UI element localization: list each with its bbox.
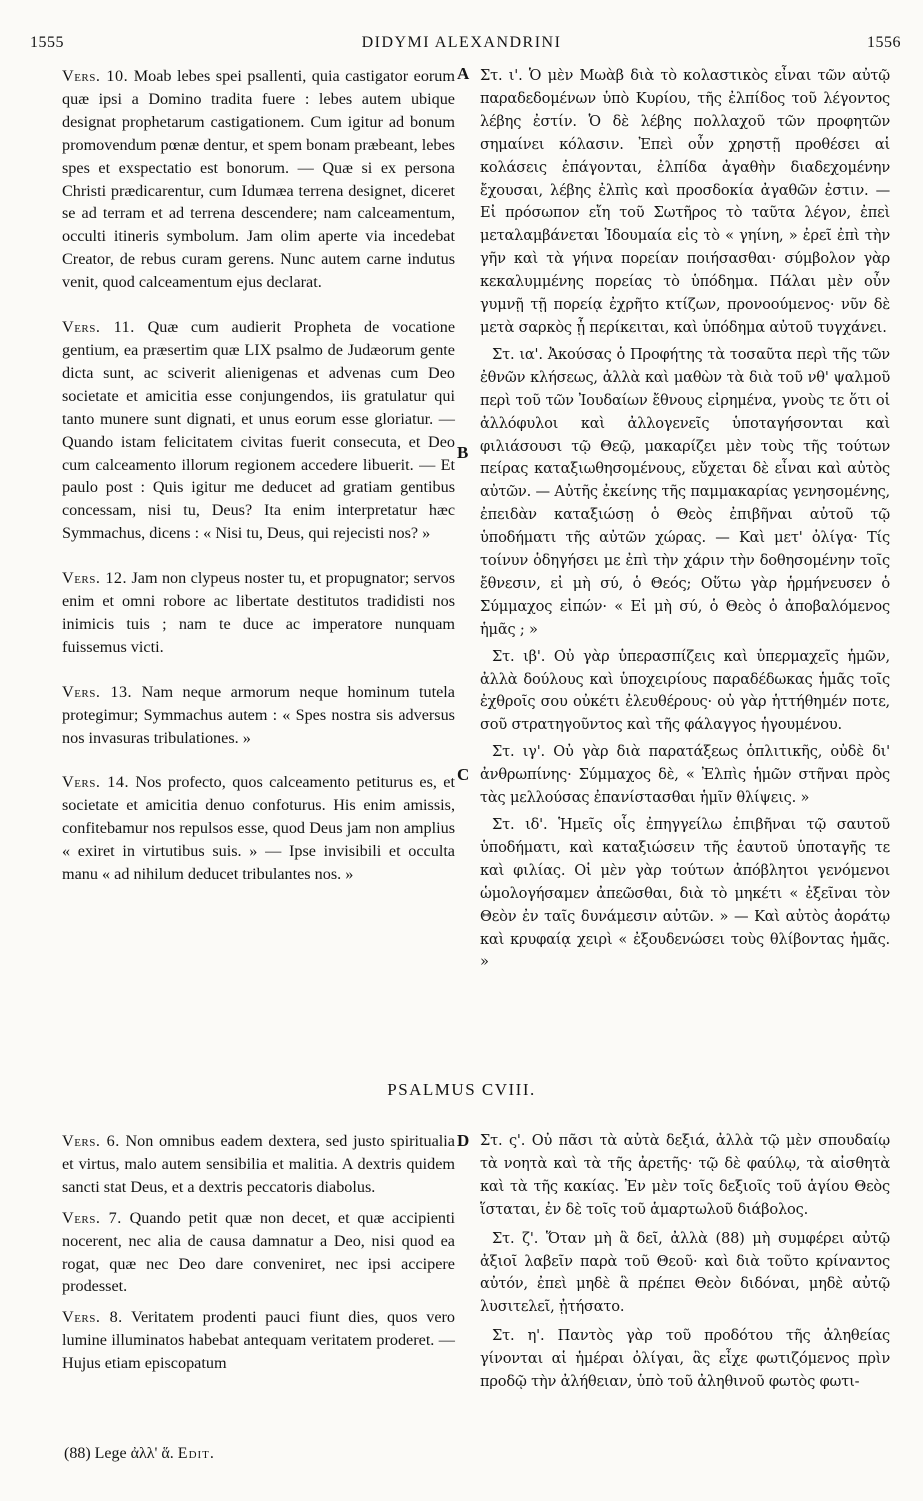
verse-text: Quæ cum audierit Propheta de vocatione gentium, ea præsertim quæ LIX psalmo de Judæorum gente dicta sunt, ac sciverit alienigenas et advenas cum Deo societate et amicitia esse conjungendos, iis gratulatur qui tanto munere sunt dignati, et unus eorum esse gloriatur. — Quando istam felicitatem civitas fuerit consecuta, et Deo cum calceamento illorum regionem accedere libuerit. — Et paulo post : Quis igitur me deducet ad gratiam gentibus concessam, nisi tu, Deus? Ita enim interpretatur hæc Symmachus, dicens : « Nisi tu, Deus, qui rejecisti nos? » (62, 318, 456, 543)
greek-verse-12 (480, 646, 890, 738)
footnote (64, 1445, 215, 1463)
verse-label: Στ. ιδ'. (492, 816, 548, 833)
verse-label: Στ. η'. (492, 1327, 545, 1345)
verse-label: Vers. 10. (62, 67, 129, 85)
footnote-text: (88) Lege ἀλλ' ἅ. (64, 1445, 174, 1462)
section-marker-c: C (457, 765, 470, 784)
verse-label: Vers. 7. (62, 1208, 122, 1227)
verse-label: Στ. ζ'. (492, 1229, 539, 1247)
latin-verse-7 (62, 1207, 455, 1299)
verse-text: Non omnibus eadem dextera, sed justo spiritualia et virtus, malo autem sensibilia et malitia. A dextris quidem sancti stat Deus, et a dextris peccatoris diabolus. (62, 1132, 455, 1196)
page-number-left: 1555 (30, 34, 64, 51)
greek-verse-7 (480, 1228, 890, 1320)
verse-text: Quando petit quæ non decet, et quæ accipienti nocerent, nec alia de causa damnatur a Deo, nisi quod ea rogat, quæ nec Deo dare conveniret, nec ipsi accipere prodesset. (62, 1208, 456, 1296)
verse-text: Οὐ γὰρ ὑπερασπίζεις καὶ ὑπερμαχεῖς ἡμῶν, ἀλλὰ δούλους καὶ ὑποχειρίους παραδέδωκας ἡμᾶς τοῖς ἐχθροῖς σου οὐκέτι ἐλευθέρους· οὐ γὰρ ἡττήθημέν ποτε, σοῦ στρατηγοῦντος καὶ τῆς φάλαγγος ἡγουμένου. (480, 647, 890, 734)
section-marker-a: A (457, 64, 470, 83)
verse-label: Στ. ια'. (492, 345, 543, 363)
verse-text: Οὐ πᾶσι τὰ αὐτὰ δεξιά, ἀλλὰ τῷ μὲν σπουδαίῳ τὰ νοητὰ καὶ τὰ τῆς ἀρετῆς· τῷ δὲ φαύλῳ, τὰ αἰσθητὰ καὶ τὰ τῆς κακίας. Ἐν μὲν τοῖς δεξιοῖς τοῦ ἁγίου Θεὸς ἵσταται, ἐν δὲ τοῖς τοῦ ἁμαρτωλοῦ διάβολος. (480, 1132, 890, 1218)
latin-verse-12 (62, 567, 455, 659)
verse-label: Στ. ιβ'. (492, 647, 546, 665)
verse-text: Ὅταν μὴ ἃ δεῖ, ἀλλὰ (88) μὴ συμφέρει αὐτῷ ἀξιοῖ λαβεῖν παρὰ τοῦ Θεοῦ· καὶ διὰ τοῦτο κρίναντος αὐτόν, ἐπεὶ μηδὲ ἃ πρέπει Θεὸν διδόναι, μηδὲ αὐτῷ λυσιτελεῖ, ᾐτήσατο. (480, 1229, 890, 1316)
latin-verse-13 (62, 681, 455, 750)
verse-label: Στ. ι'. (480, 67, 523, 84)
verse-label: Vers. 12. (62, 569, 128, 588)
verse-label: Vers. 8. (62, 1308, 123, 1327)
footnote-editor-mark: Edit. (177, 1445, 215, 1462)
latin-column-upper (62, 65, 455, 886)
latin-verse-6 (62, 1130, 455, 1199)
greek-verse-10 (480, 65, 890, 340)
psalm-title: PSALMUS CVIII. (387, 1080, 536, 1099)
verse-text: Moab lebes spei psallenti, quia castigator eorum quæ ipsi a Domino tradita fuere : lebes autem ubique designat prophetarum castigationem. Cum igitur ad bonum promovendum pœnæ dentur, et spem bonam præbeant, lebes spes et exspectatio est bonorum. — Quæ si ex persona Christi prædicarentur, cum Idumæa terrena designet, diceret se ad terram et ad terrena descendere; nam calceamentum, occulti itineris symbolum. Jam olim aperte via incedebat Creator, de rebus curam gerens. Nunc autem carne indutus venit, quod calceamentum ejus declarat. (62, 67, 455, 292)
verse-text: Jam non clypeus noster tu, et propugnator; servos enim et omni robore ac libertate destitutos tradidisti nos inimicis tuis ; nam te duce ac imperatore nunquam fuissemus victi. (62, 569, 456, 656)
verse-text: Ἡμεῖς οἷς ἐπηγγείλω ἐπιβῆναι τῷ σαυτοῦ ὑποδήματι, καὶ καταξιώσειν τῆς ἑαυτοῦ ὑποταγῆς τε καὶ φιλίας. Οἱ μὲν γὰρ τούτων ἀπόβλητοι γενόμενοι ὡμολογήσαμεν ἀπεῶσθαι, διὰ τὸ μηκέτι « ἐξεῖναι τὸν Θεὸν ἐν ταῖς δυνάμεσιν αὐτῶν. » — Καὶ αὐτὸς ἀοράτῳ καὶ κρυφαίᾳ χειρὶ « ἐξουδενώσει τοὺς θλίβοντας ἡμᾶς. » (480, 816, 890, 971)
latin-verse-11 (62, 316, 455, 545)
greek-verse-8 (480, 1325, 890, 1394)
verse-text: Ἀκούσας ὁ Προφήτης τὰ τοσαῦτα περὶ τῆς τῶν ἐθνῶν κλήσεως, ἀλλὰ καὶ μαθὼν τὰ διὰ τοῦ νθ' ψαλμοῦ περὶ τοῦ τῶν Ἰουδαίων ἔθνους εἰρημένα, γνοὺς τε ὅτι οἱ ἀλλόφυλοι καὶ ἀλλογενεῖς ὑποταγήσονται καὶ φιλιάσουσι τῷ Θεῷ, μακαρίζει μὲν τοὺς τῆς τούτων πείρας καταξιωθησομένους, εὔχεται δὲ εἶναι καὶ αὐτὸς αὐτῶν. — Αὐτῆς ἐκείνης τῆς παμμακαρίας γενησομένης, ἐπειδὰν καταξιώσῃ ὁ Θεὸς ἐπιβῆναι αὐτοῦ τῷ ὑποδήματι τῆς αὐτῶν χώρας. — Καὶ μετ' ὀλίγα· Τίς τοίνυν ὁδηγήσει με ἐπὶ τὴν χάριν τὴν δοθησομένην τοῖς ἔθνεσιν, εἰ μὴ σύ, ὁ Θεός; Οὕτω γὰρ ἡρμήνευσεν ὁ Σύμμαχος εἰπών· « Εἰ μὴ σύ, ὁ Θεὸς ὁ ἀποβαλόμενος ἡμᾶς ; » (480, 345, 890, 638)
greek-verse-13 (480, 741, 890, 810)
verse-text: Παντὸς γὰρ τοῦ προδότου τῆς ἀληθείας γίνονται αἱ ἡμέραι ὀλίγαι, ἃς εἶχε φωτιζόμενος πρὶν προδῷ τὴν ἀλήθειαν, ὑπὸ τοῦ ἀληθινοῦ φωτὸς φωτι- (480, 1327, 890, 1391)
latin-verse-10 (62, 65, 455, 294)
verse-text: Ὁ μὲν Μωὰβ διὰ τὸ κολαστικὸς εἶναι τῶν αὐτῷ παραδεδομένων ὑπὸ Κυρίου, τῆς ἐλπίδος τοῦ λέγοντος λέβης ἐστίν. Ὁ δὲ λέβης πολλαχοῦ τῶν προφητῶν σημαίνει κόλασιν. Ἐπεὶ οὖν χρηστῇ προθέσει αἱ κολάσεις ἐπάγονται, ἐλπίδα ἀγαθὴν διαδεχομένην ἔχουσαι, λέβης ἐλπὶς καὶ προσδοκία ἀγαθῶν ἐστιν. — Εἰ πρόσωπον εἴη τοῦ Σωτῆρος τὸ ταῦτα λέγον, ἐπεὶ μεταλαμβάνεται Ἰδουμαία εἰς τὸ « γηίνη, » ἐρεῖ ἐπὶ τὴν γῆν καὶ τὰ γήινα πορείαν ποιήσασθαι· σύμβολον γὰρ κεκαλυμμένης πορείας τὸ ὑπόδημα. Πάλαι μὲν οὖν γυμνῇ τῇ πορείᾳ ἐχρῆτο κτίζων, προνοούμενος· νῦν δὲ μετὰ σαρκὸς ᾗ περίκειται, καὶ ὑπόδημα αὐτοῦ τυγχάνει. (480, 67, 890, 336)
greek-column-upper (480, 65, 890, 974)
running-head: DIDYMI ALEXANDRINI (361, 34, 562, 51)
verse-label: Vers. 14. (62, 773, 130, 792)
greek-column-lower (480, 1130, 890, 1394)
page-number-right: 1556 (867, 34, 901, 51)
greek-verse-6 (480, 1130, 890, 1222)
verse-text: Nos profecto, quos calceamento petiturus es, et societate et amicitia denuo confoturus. His enim amissis, confitebamur nos repulsos esse, quod Deus jam non amplius « exiret in virtutibus suis. » — Ipse invisibili et occulta manu « ad nihilum deducet tribulantes nos. » (62, 773, 455, 884)
greek-verse-11 (480, 344, 890, 642)
verse-label: Στ. ιγ'. (492, 743, 545, 761)
section-marker-d: D (457, 1131, 470, 1150)
verse-label: Vers. 13. (62, 682, 133, 701)
latin-column-lower (62, 1130, 455, 1375)
verse-text: Nam neque armorum neque hominum tutela protegimur; Symmachus autem : « Spes nostra sis adversus nos invasuras tribulationes. » (62, 682, 455, 747)
verse-label: Vers. 11. (62, 318, 135, 337)
verse-label: Vers. 6. (62, 1132, 120, 1150)
section-marker-b: B (457, 443, 469, 462)
verse-label: Στ. ς'. (480, 1132, 526, 1149)
latin-verse-14 (62, 771, 455, 886)
latin-verse-8 (62, 1306, 455, 1375)
greek-verse-14 (480, 814, 890, 974)
verse-text: Veritatem prodenti pauci fiunt dies, quos vero lumine illuminatos habebat antequam veritatem proderet. — Hujus etiam episcopatum (62, 1308, 455, 1373)
verse-text: Οὐ γὰρ διὰ παρατάξεως ὁπλιτικῆς, οὐδὲ δι' ἀνθρωπίνης· Σύμμαχος δὲ, « Ἐλπὶς ἡμῶν στῆναι πρὸς τὰς μελλούσας ἐπανίστασθαι ἡμῖν θλίψεις. » (480, 743, 890, 807)
